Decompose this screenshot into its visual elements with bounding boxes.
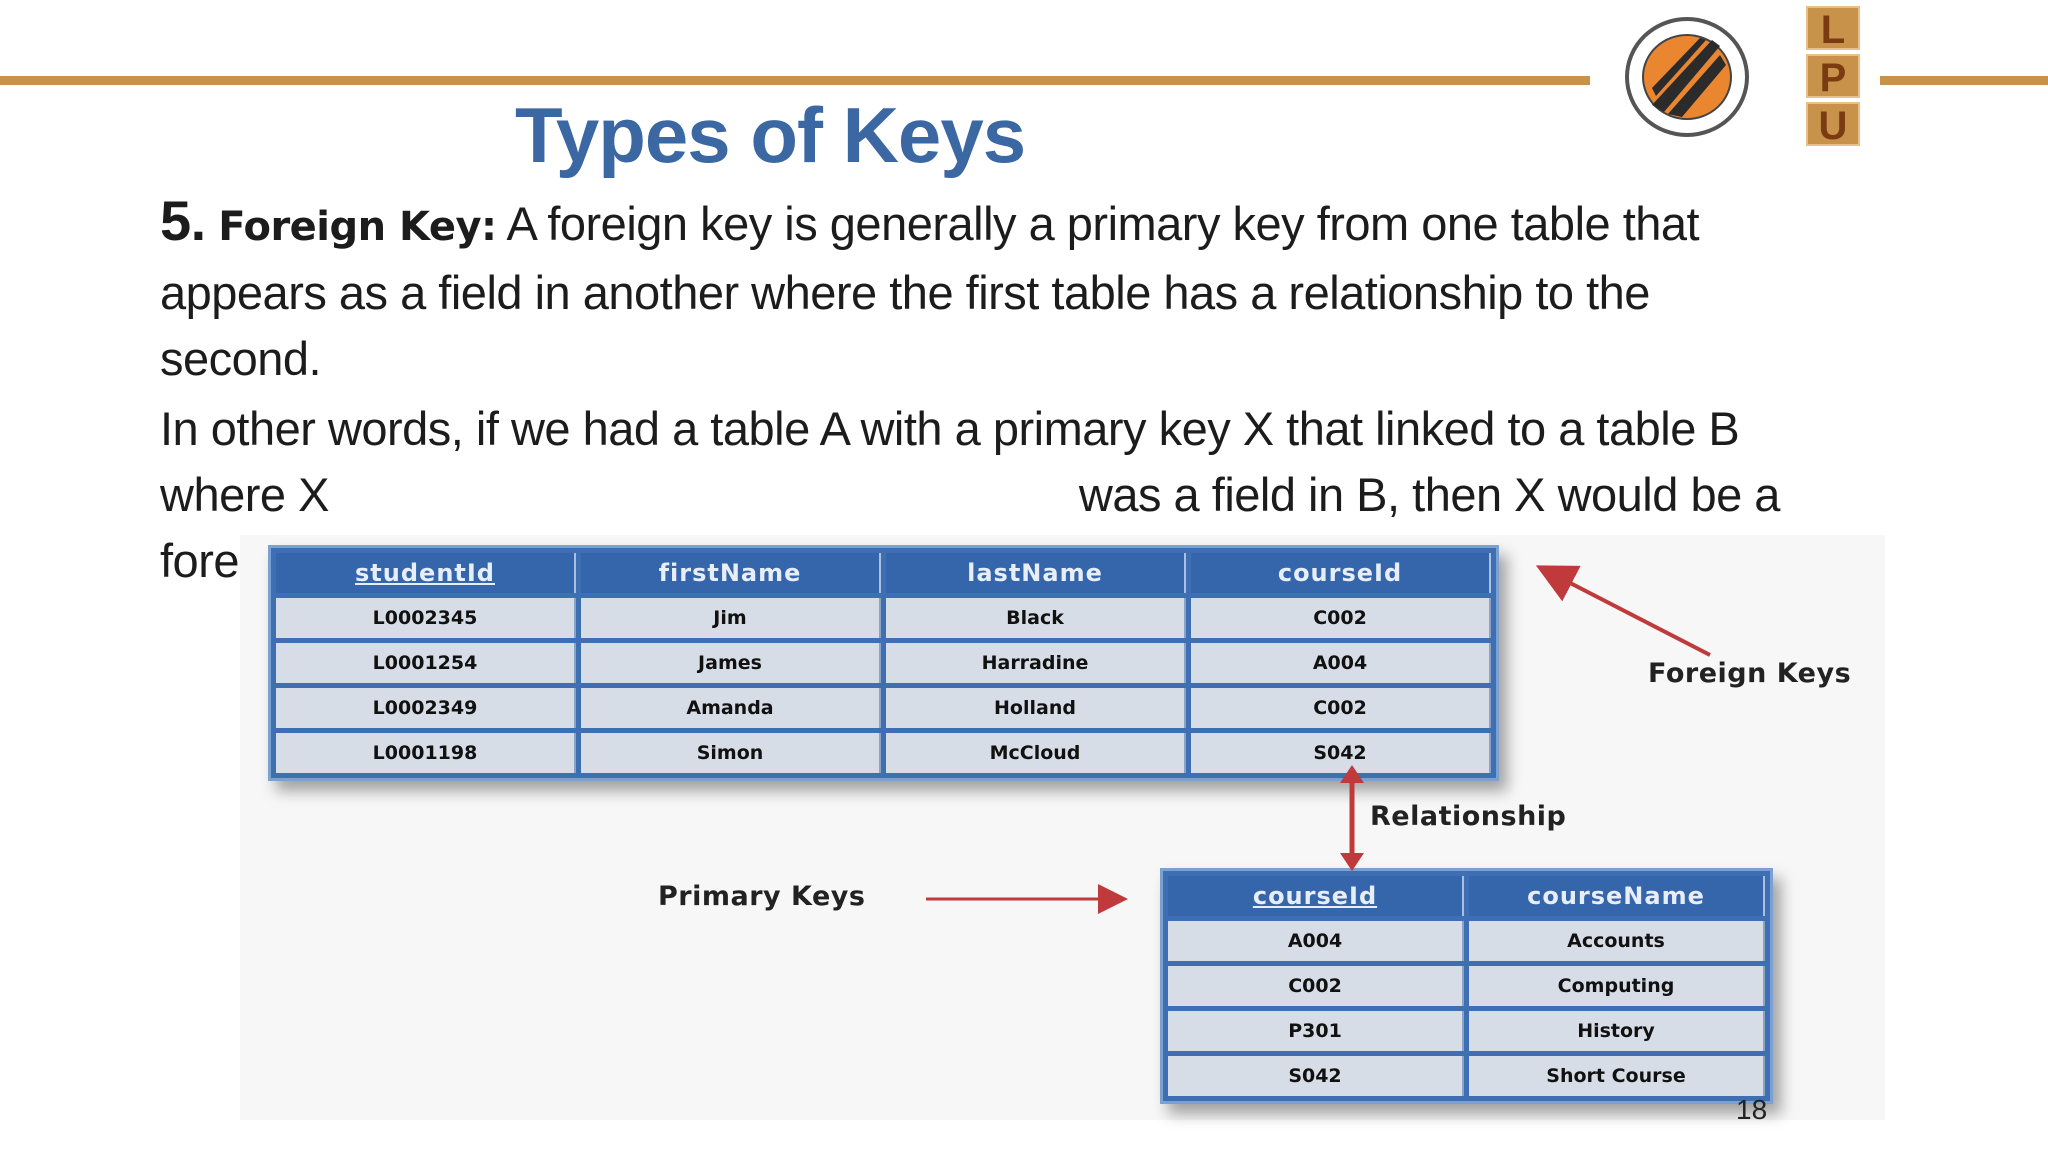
table-cell: James [581, 643, 881, 683]
university-seal-icon [1592, 10, 1782, 145]
item-number: 5. [160, 189, 206, 252]
top-rule-left [0, 76, 1590, 85]
table-cell: S042 [1168, 1056, 1464, 1096]
table-cell: Simon [581, 733, 881, 773]
table-cell: C002 [1191, 598, 1491, 638]
p1-line-1 [160, 188, 1880, 260]
table-cell: History [1469, 1011, 1765, 1051]
column-header: courseId [1168, 876, 1464, 916]
p1-line-2: appears as a field in another where the first table has a relationship to the [160, 266, 1650, 319]
slide-title: Types of Keys [515, 91, 1026, 179]
paragraph-foreign-key [160, 188, 1880, 392]
table-cell: C002 [1191, 688, 1491, 728]
p1-line-1-text: A foreign key is generally a primary key from one table that [496, 197, 1700, 250]
p2-line-1: In other words, if we had a table A with a primary key X that linked to a table B [160, 402, 1740, 455]
table-cell: Short Course [1469, 1056, 1765, 1096]
top-rule-right [1880, 76, 2048, 85]
column-header: courseName [1469, 876, 1765, 916]
p1-line-3: second. [160, 332, 322, 385]
relationship-label: Relationship [1370, 801, 1567, 832]
logo-letter-l: L [1806, 6, 1860, 50]
p2-line-3: fore [160, 534, 239, 587]
table-cell: Holland [886, 688, 1186, 728]
logo-letter-p: P [1806, 54, 1860, 98]
table-cell: Harradine [886, 643, 1186, 683]
table-cell: L0002349 [276, 688, 576, 728]
foreign-key-label: Foreign Key: [218, 204, 497, 250]
table-cell: C002 [1168, 966, 1464, 1006]
column-header: firstName [581, 553, 881, 593]
column-header: lastName [886, 553, 1186, 593]
table-cell: P301 [1168, 1011, 1464, 1051]
column-header: studentId [276, 553, 576, 593]
column-header: courseId [1191, 553, 1491, 593]
table-cell: Accounts [1469, 921, 1765, 961]
logo-letter-u: U [1806, 102, 1860, 146]
table-cell: A004 [1168, 921, 1464, 961]
table-cell: L0001254 [276, 643, 576, 683]
keys-diagram-image [240, 535, 1885, 1120]
table-cell: L0002345 [276, 598, 576, 638]
diagram-arrows [240, 535, 1885, 1120]
relationship-arrowhead-up [1340, 765, 1364, 783]
p2-line-2 [160, 462, 1880, 528]
p2-line-2-a: where X [160, 468, 329, 521]
table-cell: L0001198 [276, 733, 576, 773]
table-cell: McCloud [886, 733, 1186, 773]
table-cell: Black [886, 598, 1186, 638]
foreign-keys-arrow [1543, 569, 1710, 655]
table-cell: A004 [1191, 643, 1491, 683]
table-cell: Amanda [581, 688, 881, 728]
table-cell: Computing [1469, 966, 1765, 1006]
foreign-keys-label: Foreign Keys [1648, 658, 1852, 689]
p2-line-2-b: was a field in B, then X would be a [1078, 468, 1780, 521]
primary-keys-label: Primary Keys [658, 881, 866, 912]
page-number: 18 [1736, 1094, 1768, 1125]
relationship-arrowhead-down [1340, 853, 1364, 871]
table-cell: Jim [581, 598, 881, 638]
table-cell: S042 [1191, 733, 1491, 773]
